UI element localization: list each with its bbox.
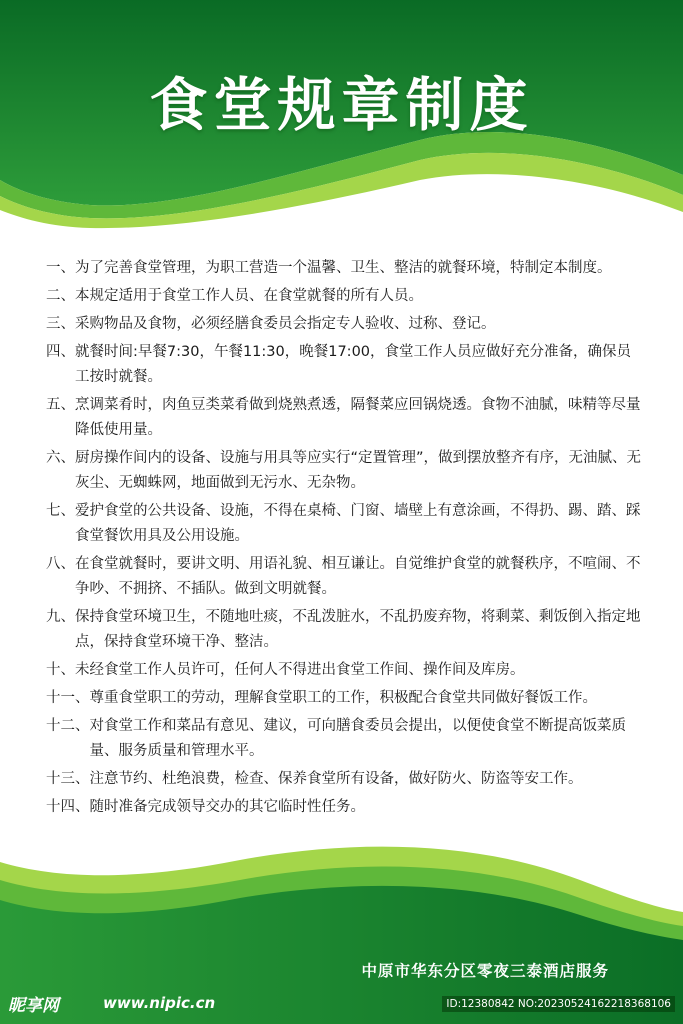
list-item bbox=[46, 256, 642, 281]
list-item bbox=[46, 552, 642, 602]
rule-number: 十、 bbox=[46, 662, 75, 678]
list-item bbox=[46, 393, 642, 443]
rule-text: 烹调菜肴时，肉鱼豆类菜肴做到烧熟煮透，隔餐菜应回锅烧透。食物不油腻，味精等尽量降低使用量。 bbox=[75, 397, 641, 438]
rule-text: 尊重食堂职工的劳动，理解食堂职工的工作，积极配合食堂共同做好餐饭工作。 bbox=[89, 690, 597, 706]
rule-number: 三、 bbox=[46, 316, 75, 332]
list-item bbox=[46, 312, 642, 337]
list-item bbox=[46, 499, 642, 549]
rule-number: 八、 bbox=[46, 556, 75, 572]
rules-list bbox=[46, 256, 642, 823]
rule-text: 爱护食堂的公共设备、设施，不得在桌椅、门窗、墙壁上有意涂画，不得扔、踢、踏、踩食堂餐饮用具及公用设施。 bbox=[75, 503, 641, 544]
rule-number: 九、 bbox=[46, 609, 75, 625]
list-item bbox=[46, 605, 642, 655]
rule-text: 本规定适用于食堂工作人员、在食堂就餐的所有人员。 bbox=[75, 288, 423, 304]
rule-text: 在食堂就餐时，要讲文明、用语礼貌、相互谦让。自觉维护食堂的就餐秩序，不喧闹、不争吵、不拥挤、不插队。做到文明就餐。 bbox=[75, 556, 641, 597]
watermark-id: ID:12380842 NO:20230524162218368106 bbox=[442, 996, 675, 1012]
rule-text: 保持食堂环境卫生，不随地吐痰，不乱泼脏水，不乱扔废弃物，将剩菜、剩饭倒入指定地点，保持食堂环境干净、整洁。 bbox=[75, 609, 641, 650]
list-item bbox=[46, 658, 642, 683]
rule-text: 对食堂工作和菜品有意见、建议，可向膳食委员会提出，以便使食堂不断提高饭菜质量、服务质量和管理水平。 bbox=[89, 718, 626, 759]
list-item bbox=[46, 340, 642, 390]
rule-number: 十一、 bbox=[46, 690, 90, 706]
page-title: 食堂规章制度 bbox=[149, 71, 534, 139]
rule-number: 七、 bbox=[46, 503, 75, 519]
list-item bbox=[46, 284, 642, 309]
list-item bbox=[46, 446, 642, 496]
footer-organization: 中原市华东分区零夜三泰酒店服务 bbox=[361, 962, 609, 980]
list-item bbox=[46, 767, 642, 792]
rule-number: 十三、 bbox=[46, 771, 90, 787]
rule-text: 采购物品及食物，必须经膳食委员会指定专人验收、过称、登记。 bbox=[75, 316, 496, 332]
rule-text: 厨房操作间内的设备、设施与用具等应实行“定置管理”，做到摆放整齐有序，无油腻、无灰尘、无蜘蛛网，地面做到无污水、无杂物。 bbox=[75, 450, 642, 491]
rule-number: 一、 bbox=[46, 260, 75, 276]
rule-number: 十二、 bbox=[46, 718, 90, 734]
rule-text: 未经食堂工作人员许可，任何人不得进出食堂工作间、操作间及库房。 bbox=[75, 662, 525, 678]
watermark-logo: 昵享网 bbox=[8, 996, 59, 1016]
rule-number: 五、 bbox=[46, 397, 75, 413]
rule-number: 十四、 bbox=[46, 799, 90, 815]
rule-number: 四、 bbox=[46, 344, 75, 360]
list-item bbox=[46, 714, 642, 764]
rule-text: 注意节约、杜绝浪费，检查、保养食堂所有设备，做好防火、防盗等安工作。 bbox=[89, 771, 583, 787]
list-item bbox=[46, 686, 642, 711]
rule-text: 就餐时间:早餐7:30，午餐11:30，晚餐17:00，食堂工作人员应做好充分准备，确保员工按时就餐。 bbox=[75, 344, 632, 385]
list-item bbox=[46, 795, 642, 820]
rule-number: 二、 bbox=[46, 288, 75, 304]
rule-text: 随时准备完成领导交办的其它临时性任务。 bbox=[89, 799, 365, 815]
rule-text: 为了完善食堂管理，为职工营造一个温馨、卫生、整洁的就餐环境，特制定本制度。 bbox=[75, 260, 612, 276]
watermark-url: www.nipic.cn bbox=[103, 994, 216, 1012]
rule-number: 六、 bbox=[46, 450, 75, 466]
